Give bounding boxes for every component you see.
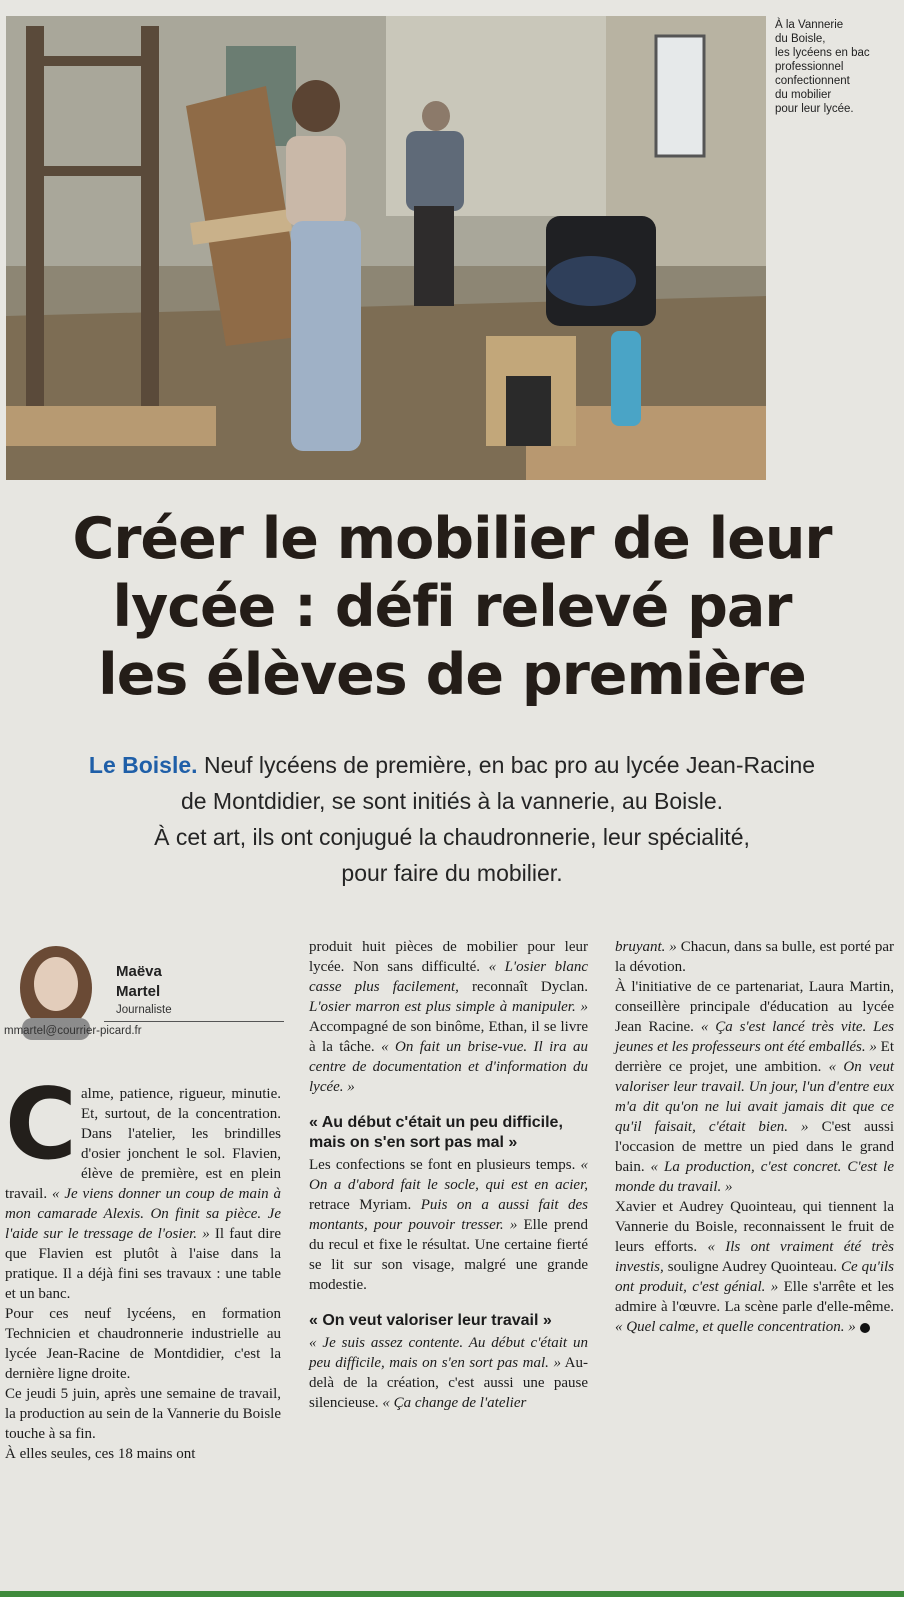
- paragraph: Pour ces neuf lycéens, en formation Technicien et chaudronnerie industrielle au lycée Jean-Racine de Montdidier, c'est la dernière ligne droite.: [5, 1306, 281, 1382]
- paragraph: produit huit pièces de mobilier pour leur lycée. Non sans difficulté. « L'osier blanc casse plus facilement, reconnaît Dyclan. L'osier marron est plus simple à manipuler. » Accompagné de son binôme, Ethan, il se livre à la tâche. « On fait un brise-vue. Il ira au centre de documentation et d'information du lycée. »: [309, 939, 588, 1095]
- article-lead: [0, 747, 904, 891]
- dateline-place: Le Boisle.: [88, 752, 198, 778]
- author-last-name: Martel: [116, 983, 161, 1000]
- paragraph: Les confections se font en plusieurs temps. « On a d'abord fait le socle, qui est en acier, retrace Myriam. Puis on a aussi fait des montants, pour pouvoir tresser. » Elle prend du recul et fixe le résultat. Une certaine fierté se lit sur son visage, malgré une grande modestie.: [309, 1157, 589, 1293]
- author-divider: [104, 1021, 284, 1022]
- headline-line: lycée : défi relevé par: [112, 574, 792, 640]
- article-column-3: [615, 937, 894, 1337]
- caption-line: pour leur lycée.: [775, 103, 854, 115]
- end-of-article-mark: [860, 1323, 870, 1333]
- subheading: « Au début c'était un peu difficile, mais on s'en sort pas mal »: [309, 1114, 563, 1151]
- caption-line: du Boisle,: [775, 33, 826, 45]
- caption-line: professionnel: [775, 61, 844, 73]
- page-bottom-rule: [0, 1591, 904, 1597]
- paragraph: bruyant. » Chacun, dans sa bulle, est porté par la dévotion.: [615, 939, 894, 975]
- author-role: Journaliste: [116, 1004, 172, 1016]
- lead-line-2: de Montdidier, se sont initiés à la vannerie, au Boisle.: [180, 788, 724, 814]
- article-column-2: [309, 937, 588, 1413]
- drop-cap: C: [5, 1068, 77, 1182]
- subheading: « On veut valoriser leur travail »: [309, 1312, 552, 1329]
- article-headline: [20, 505, 884, 709]
- lead-line-3: À cet art, ils ont conjugué la chaudronnerie, leur spécialité,: [154, 824, 750, 850]
- lead-text: Neuf lycéens de première, en bac pro au lycée Jean-Racine: [203, 752, 816, 778]
- photo-caption: [775, 18, 895, 116]
- paragraph: À elles seules, ces 18 mains ont: [5, 1446, 196, 1462]
- caption-line: les lycéens en bac: [775, 47, 870, 59]
- paragraph: « Je suis assez contente. Au début c'était un peu difficile, mais on s'en sort pas mal. » Au-delà de la création, c'est aussi une pause silencieuse. « Ça change de l'atelier: [309, 1335, 588, 1411]
- lead-line-1: [0, 747, 904, 783]
- author-block: [4, 940, 279, 1060]
- paragraph: Ce jeudi 5 juin, après une semaine de travail, la production au sein de la Vannerie du Boisle touche à sa fin.: [5, 1386, 281, 1442]
- paragraph: À l'initiative de ce partenariat, Laura Martin, conseillère principale d'éducation au lycée Jean Racine. « Ça s'est lancé très vite. Les jeunes et les professeurs ont été emballés. » Et derrière ce projet, une ambition. « On veut valoriser leur travail. Un jour, l'un d'entre eux m'a dit qu'on ne lui avait jamais dit que ce qu'il faisait, c'était bien. » C'est aussi l'occasion de mettre un pied dans le grand bain. « La production, c'est concret. C'est le monde du travail. »: [615, 979, 895, 1195]
- caption-line: confectionnent: [775, 75, 850, 87]
- paragraph: Xavier et Audrey Quointeau, qui tiennent la Vannerie du Boisle, reconnaissent le fruit de leurs efforts. « Ils ont vraiment été très investis, souligne Audrey Quointeau. Ce qu'ils ont produit, c'est génial. » Elle s'arrête et les admire à l'œuvre. La scène parle d'elle-même. « Quel calme, et quelle concentration. »: [615, 1199, 895, 1335]
- workshop-photo-illustration: [6, 16, 766, 480]
- lead-line-4: pour faire du mobilier.: [341, 860, 563, 886]
- caption-line: À la Vannerie: [775, 19, 844, 31]
- workshop-photo: [6, 16, 766, 480]
- author-name: [116, 962, 162, 1002]
- article-column-1: [5, 1068, 282, 1464]
- headline-line: Créer le mobilier de leur: [72, 506, 832, 572]
- author-first-name: Maëva: [116, 963, 162, 980]
- caption-line: du mobilier: [775, 89, 832, 101]
- author-email: mmartel@courrier-picard.fr: [4, 1025, 142, 1037]
- headline-line: les élèves de première: [98, 642, 806, 708]
- paragraph: C alme, patience, rigueur, minutie. Et, surtout, de la concentration. Dans l'atelier, les brindilles d'osier jonchent le sol. Flavien, élève de première, est en plein travail. « Je viens donner un coup de main à mon camarade Alexis. On finit sa pièce. Je l'aide sur le tressage de l'osier. » Il faut dire que Flavien est plutôt à l'aise dans la pratique. Il a déjà fini ses travaux : une table et un banc.: [5, 1068, 282, 1302]
